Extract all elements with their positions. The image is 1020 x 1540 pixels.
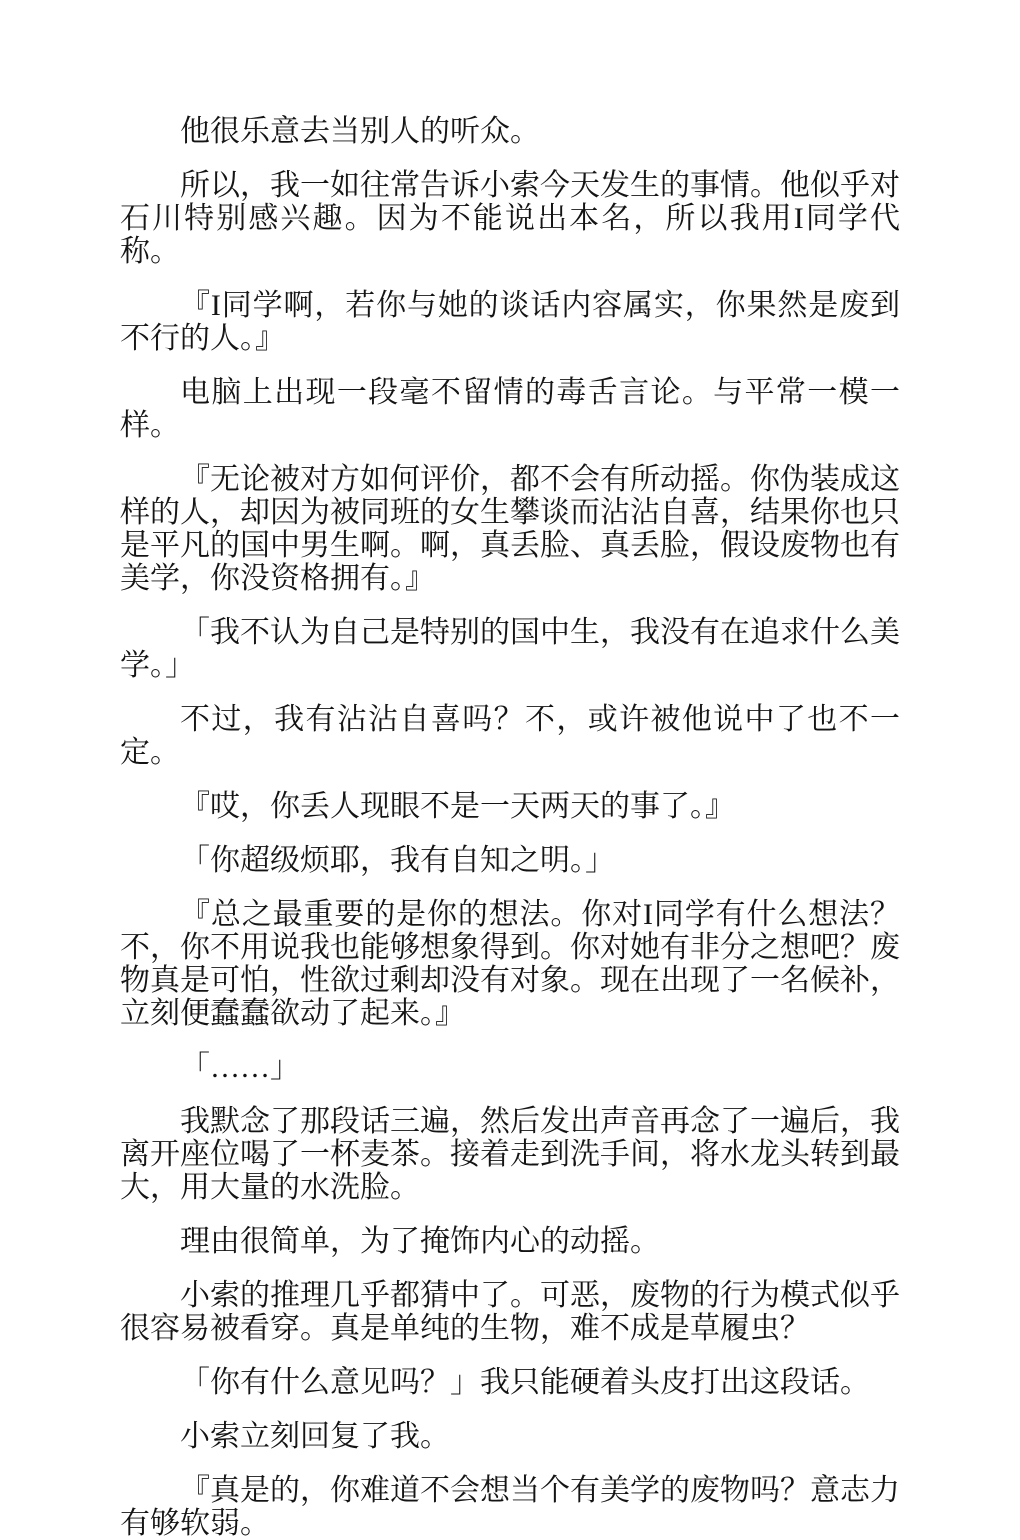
- paragraph: 「我不认为自己是特别的国中生，我没有在追求什么美学。」: [120, 616, 900, 682]
- paragraph: 小索立刻回复了我。: [180, 1420, 450, 1453]
- paragraph: 「你有什么意见吗？」我只能硬着头皮打出这段话。: [180, 1366, 870, 1399]
- paragraph: 『哎，你丢人现眼不是一天两天的事了。』: [180, 790, 735, 823]
- paragraph: 「……」: [180, 1051, 300, 1084]
- paragraph: 小索的推理几乎都猜中了。可恶，废物的行为模式似乎很容易被看穿。真是单纯的生物，难不成是草履虫？: [120, 1279, 900, 1345]
- paragraph: 所以，我一如往常告诉小索今天发生的事情。他似乎对石川特别感兴趣。因为不能说出本名，所以我用I同学代称。: [120, 169, 900, 268]
- paragraph: 电脑上出现一段毫不留情的毒舌言论。与平常一模一样。: [120, 376, 900, 442]
- paragraph: 我默念了那段话三遍，然后发出声音再念了一遍后，我离开座位喝了一杯麦茶。接着走到洗手间，将水龙头转到最大，用大量的水洗脸。: [120, 1105, 900, 1204]
- paragraph: 『真是的，你难道不会想当个有美学的废物吗？意志力有够软弱。: [120, 1474, 900, 1540]
- paragraph: 『无论被对方如何评价，都不会有所动摇。你伪装成这样的人，却因为被同班的女生攀谈而沾沾自喜，结果你也只是平凡的国中男生啊。啊，真丢脸、真丢脸，假设废物也有美学，你没资格拥有。』: [120, 463, 900, 595]
- paragraph: 理由很简单，为了掩饰内心的动摇。: [180, 1225, 660, 1258]
- paragraph: 不过，我有沾沾自喜吗？不，或许被他说中了也不一定。: [120, 703, 900, 769]
- paragraph: 「你超级烦耶，我有自知之明。」: [180, 844, 615, 877]
- paragraph: 『I同学啊，若你与她的谈话内容属实，你果然是废到不行的人。』: [120, 289, 900, 355]
- paragraph: 他很乐意去当别人的听众。: [180, 115, 540, 148]
- paragraph: 『总之最重要的是你的想法。你对I同学有什么想法？不，你不用说我也能够想象得到。你对她有非分之想吧？废物真是可怕，性欲过剩却没有对象。现在出现了一名候补，立刻便蠢蠢欲动了起来。』: [120, 898, 900, 1030]
